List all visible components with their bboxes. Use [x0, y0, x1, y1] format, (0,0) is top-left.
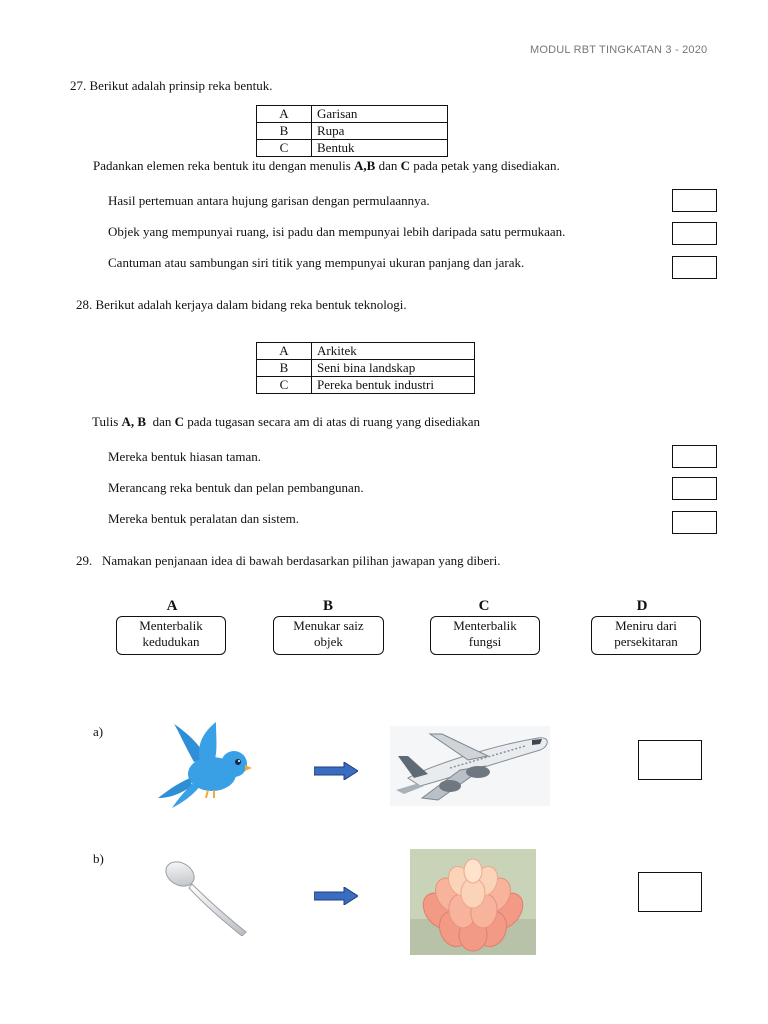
choice-box-d	[591, 616, 701, 655]
bird-icon	[156, 722, 252, 808]
option-key: C	[257, 140, 312, 157]
answer-box[interactable]	[672, 256, 717, 279]
table-row	[257, 360, 475, 377]
instruction-bold: C	[400, 158, 410, 173]
q27-prompt: Berikut adalah prinsip reka bentuk.	[89, 78, 273, 93]
option-label: Pereka bentuk industri	[312, 377, 475, 394]
option-label: Arkitek	[312, 343, 475, 360]
table-row	[257, 123, 448, 140]
table-row	[257, 377, 475, 394]
instruction-text: Padankan elemen reka bentuk itu dengan menulis	[93, 158, 355, 173]
arrow-right-icon	[314, 762, 358, 780]
q28-options-table	[256, 342, 475, 394]
answer-box[interactable]	[672, 445, 717, 468]
answer-box[interactable]	[672, 189, 717, 212]
choice-text: Meniru dari	[615, 618, 677, 633]
instruction-text: Tulis	[92, 414, 122, 429]
answer-box-a[interactable]	[638, 740, 702, 780]
option-label: Seni bina landskap	[312, 360, 475, 377]
table-row	[257, 106, 448, 123]
choice-box-a	[116, 616, 226, 655]
choice-letter-a: A	[166, 598, 178, 614]
answer-box-b[interactable]	[638, 872, 702, 912]
choice-text: persekitaran	[614, 634, 678, 649]
table-row	[257, 140, 448, 157]
q27-number: 27.	[70, 78, 87, 93]
page-header: MODUL RBT TINGKATAN 3 - 2020	[530, 44, 708, 56]
option-label: Rupa	[312, 123, 448, 140]
table-row	[257, 343, 475, 360]
q27-heading	[70, 78, 273, 94]
choice-box-b	[273, 616, 384, 655]
choice-text: Menterbalik	[139, 618, 203, 633]
q27-item-1: Hasil pertemuan antara hujung garisan dengan permulaannya.	[108, 193, 430, 208]
choice-box-c	[430, 616, 540, 655]
spoon-icon	[162, 860, 252, 936]
choice-letter-b: B	[322, 598, 333, 614]
q27-item-3: Cantuman atau sambungan siri titik yang mempunyai ukuran panjang dan jarak.	[108, 255, 525, 270]
answer-box[interactable]	[672, 477, 717, 500]
arrow-right-icon	[314, 887, 358, 905]
instruction-text: pada petak yang disediakan.	[410, 158, 560, 173]
q28-item-1: Mereka bentuk hiasan taman.	[108, 449, 262, 464]
instruction-text: pada tugasan secara am di atas di ruang yang disediakan	[184, 414, 481, 429]
answer-box[interactable]	[672, 222, 717, 245]
option-label: Bentuk	[312, 140, 448, 157]
spoon-flower-icon	[410, 849, 536, 955]
q29-prompt: Namakan penjanaan idea di bawah berdasarkan pilihan jawapan yang diberi.	[102, 553, 501, 568]
q29-heading	[76, 553, 501, 569]
instruction-bold: A, B	[121, 414, 147, 429]
choice-text: fungsi	[468, 634, 502, 649]
answer-box[interactable]	[672, 511, 717, 534]
q29-number: 29.	[76, 553, 93, 568]
instruction-bold: A,B	[354, 158, 376, 173]
option-label: Garisan	[312, 106, 448, 123]
airplane-icon	[390, 726, 550, 806]
instruction-bold: C	[174, 414, 185, 429]
q28-item-2: Merancang reka bentuk dan pelan pembangunan.	[108, 480, 364, 495]
choice-letter-d: D	[636, 598, 648, 614]
choice-text: kedudukan	[142, 634, 200, 649]
q28-number: 28.	[76, 297, 93, 312]
q28-prompt: Berikut adalah kerjaya dalam bidang reka bentuk teknologi.	[95, 297, 407, 312]
choice-text: Menukar saiz	[293, 618, 364, 633]
part-b-label: b)	[93, 851, 104, 866]
q28-heading	[76, 297, 407, 313]
option-key: C	[257, 377, 312, 394]
option-key: B	[257, 360, 312, 377]
q27-item-2: Objek yang mempunyai ruang, isi padu dan mempunyai lebih daripada satu permukaan.	[108, 224, 566, 239]
option-key: A	[257, 106, 312, 123]
choice-text: Menterbalik	[453, 618, 517, 633]
choice-text: objek	[314, 634, 343, 649]
choice-letter-c: C	[478, 598, 490, 614]
q28-item-3: Mereka bentuk peralatan dan sistem.	[108, 511, 299, 526]
instruction-text: dan	[146, 414, 175, 429]
q27-options-table	[256, 105, 448, 157]
q28-instruction	[92, 414, 480, 430]
option-key: B	[257, 123, 312, 140]
part-a-label: a)	[93, 724, 104, 739]
option-key: A	[257, 343, 312, 360]
instruction-text: dan	[375, 158, 401, 173]
q27-instruction	[93, 158, 560, 174]
